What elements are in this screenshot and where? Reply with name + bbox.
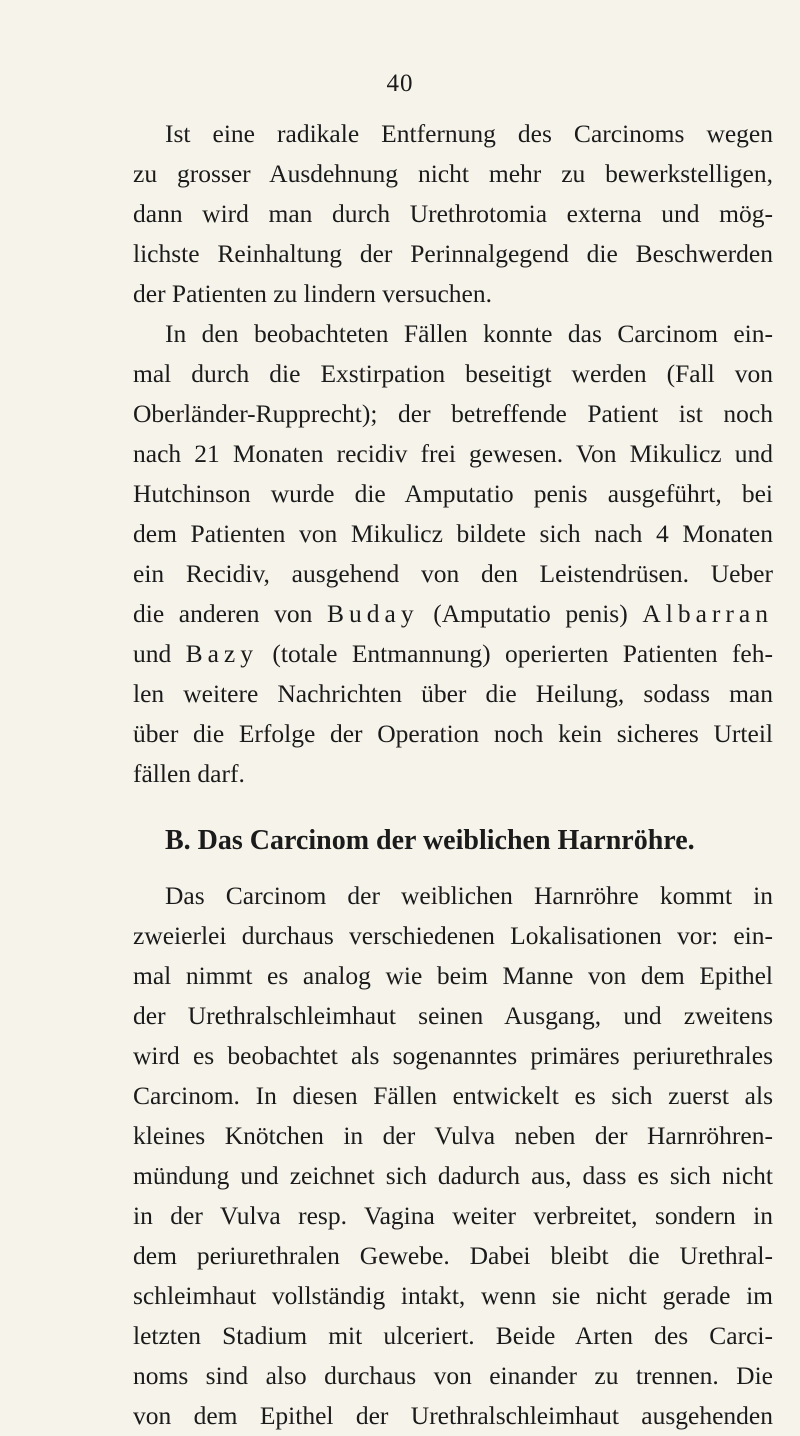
text-line: Das Carcinom der weiblichen Harnröhre kommt in — [165, 881, 773, 910]
author-name-buday: Buday — [327, 599, 419, 628]
text-line: in der Vulva resp. Vagina weiter verbreitet, sondern in — [133, 1201, 773, 1230]
text-line: zu grosser Ausdehnung nicht mehr zu bewerkstelligen, — [133, 159, 773, 188]
paragraph-1 — [133, 114, 773, 314]
text-line: der Urethralschleimhaut seinen Ausgang, und zweitens — [133, 1001, 773, 1030]
text-line: dem Patienten von Mikulicz bildete sich nach 4 Monaten — [133, 519, 773, 548]
text-line: dann wird man durch Urethrotomia externa und mög- — [133, 199, 773, 228]
text-line: mündung und zeichnet sich dadurch aus, dass es sich nicht — [133, 1161, 773, 1190]
text-line: fällen darf. — [133, 759, 245, 788]
text-line: wird es beobachtet als sogenanntes primäres periurethrales — [133, 1041, 773, 1070]
text-line-with-spaced-name — [133, 634, 773, 674]
text-segment: und — [133, 639, 186, 668]
text-line: ein Recidiv, ausgehend von den Leistendrüsen. Ueber — [133, 559, 773, 588]
body-text — [133, 114, 773, 1436]
text-line: letzten Stadium mit ulceriert. Beide Arten des Carci- — [133, 1321, 773, 1350]
text-line-with-spaced-names — [133, 594, 773, 634]
text-line: zweierlei durchaus verschiedenen Lokalisationen vor: ein- — [133, 921, 773, 950]
text-line: Ist eine radikale Entfernung des Carcinoms wegen — [165, 119, 773, 148]
text-line: Carcinom. In diesen Fällen entwickelt es sich zuerst als — [133, 1081, 773, 1110]
text-line: mal durch die Exstirpation beseitigt werden (Fall von — [133, 359, 773, 388]
section-heading: B. Das Carcinom der weiblichen Harnröhre. — [165, 825, 695, 856]
text-line: lichste Reinhaltung der Perinnalgegend die Beschwerden — [133, 239, 773, 268]
paragraph-3 — [133, 876, 773, 1436]
text-line: nach 21 Monaten recidiv frei gewesen. Von Mikulicz und — [133, 439, 773, 468]
author-name-albarran: Albarran — [642, 599, 773, 628]
text-line: len weitere Nachrichten über die Heilung, sodass man — [133, 679, 773, 708]
text-segment: die anderen von — [133, 599, 327, 628]
text-segment: (totale Entmannung) operierten Patienten feh- — [258, 639, 773, 668]
text-segment: (Amputatio penis) — [418, 599, 643, 628]
text-line: In den beobachteten Fällen konnte das Carcinom ein- — [165, 319, 773, 348]
author-name-bazy: Bazy — [185, 639, 259, 668]
text-line: dem periurethralen Gewebe. Dabei bleibt die Urethral- — [133, 1241, 773, 1270]
page-number: 40 — [386, 70, 414, 97]
text-line: kleines Knötchen in der Vulva neben der Harnröhren- — [133, 1121, 773, 1150]
text-line: schleimhaut vollständig intakt, wenn sie nicht gerade im — [133, 1281, 773, 1310]
text-line: Oberländer-Rupprecht); der betreffende Patient ist noch — [133, 399, 773, 428]
paragraph-2 — [133, 314, 773, 794]
text-line: mal nimmt es analog wie beim Manne von dem Epithel — [133, 961, 773, 990]
text-line: über die Erfolge der Operation noch kein sicheres Urteil — [133, 719, 773, 748]
text-line: Hutchinson wurde die Amputatio penis ausgeführt, bei — [133, 479, 773, 508]
text-line: von dem Epithel der Urethralschleimhaut ausgehenden — [133, 1401, 773, 1430]
text-line: der Patienten zu lindern versuchen. — [133, 279, 492, 308]
text-line: noms sind also durchaus von einander zu trennen. Die — [133, 1361, 773, 1390]
